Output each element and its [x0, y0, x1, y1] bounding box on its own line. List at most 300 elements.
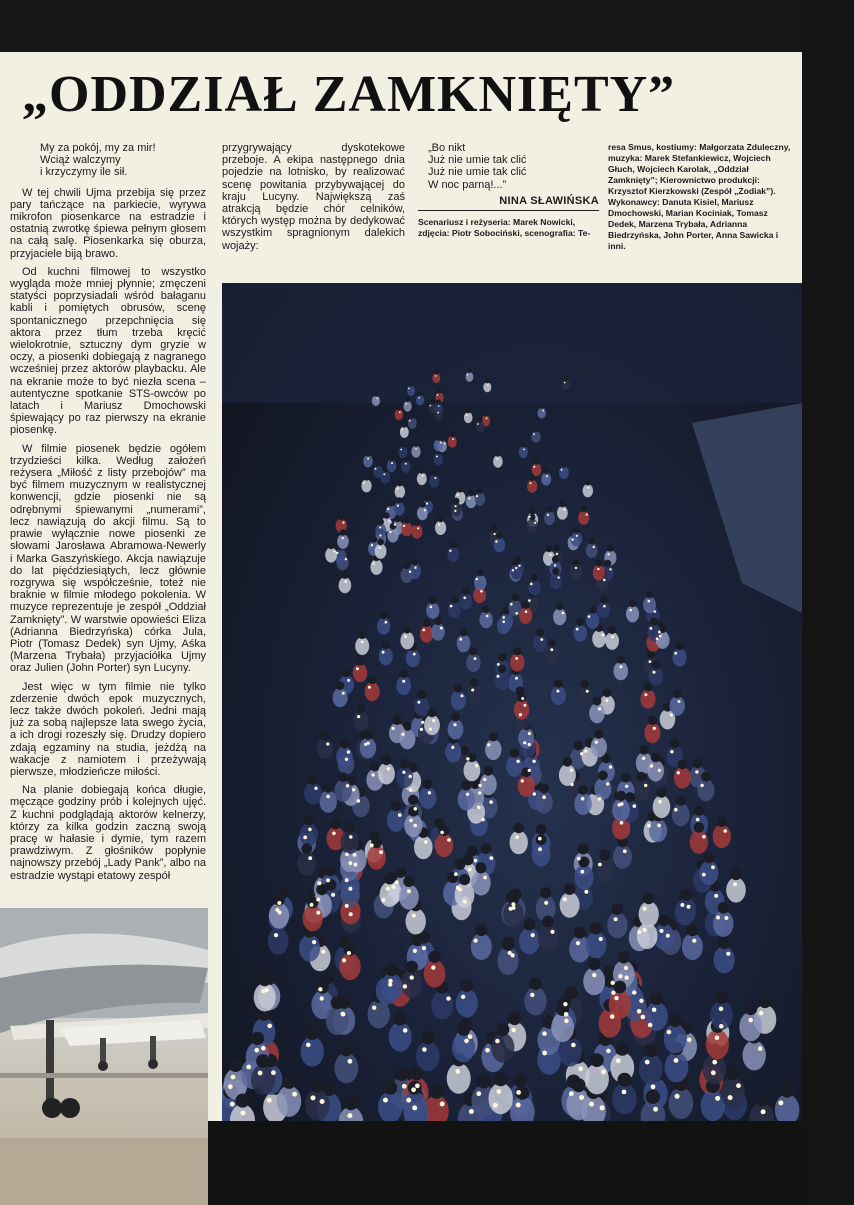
candle-light — [512, 569, 514, 571]
crowd-head — [580, 679, 589, 688]
candle-light — [414, 807, 418, 811]
candle-light — [489, 800, 493, 804]
crowd-head — [612, 903, 624, 915]
candle-light — [680, 903, 684, 907]
crowd-head — [594, 729, 603, 738]
candle-light — [645, 1060, 650, 1065]
crowd-figure — [633, 779, 650, 801]
candle-light — [342, 522, 344, 524]
candle-light — [494, 533, 496, 535]
candle-light — [614, 996, 618, 1000]
crowd-head — [539, 783, 549, 793]
article-headline: „ODDZIAŁ ZAMKNIĘTY” — [22, 66, 676, 123]
candle-light — [410, 975, 414, 979]
candle-light — [530, 482, 532, 484]
candle-light — [516, 612, 519, 615]
candle-light — [571, 1043, 576, 1048]
crowd-figure — [387, 460, 397, 473]
candle-light — [320, 1099, 325, 1104]
crowd-figure — [372, 396, 380, 407]
candle-light — [593, 546, 595, 548]
crowd-head — [410, 1067, 424, 1081]
candle-light — [589, 1102, 594, 1107]
crowd-head — [703, 852, 714, 863]
candle-light — [392, 727, 395, 730]
crowd-head — [543, 468, 549, 474]
candle-light — [650, 627, 653, 630]
candle-light — [610, 1014, 615, 1019]
crowd-figure — [574, 792, 592, 815]
candle-light — [412, 914, 416, 918]
candle-light — [611, 636, 614, 639]
candle-light — [563, 897, 567, 901]
candle-light — [271, 1070, 276, 1075]
crowd-figure — [471, 871, 490, 896]
crowd-figure — [485, 739, 501, 760]
film-credits: Scenariusz i reżyseria: Marek Nowicki, zdjęcia: Piotr Sobociński, scenografia: Te- — [418, 217, 591, 239]
candle-light — [557, 576, 559, 578]
candle-light — [538, 847, 542, 851]
crowd-head — [358, 631, 366, 639]
crowd-figure — [591, 736, 607, 757]
crowd-head — [563, 757, 573, 767]
candle-light — [648, 600, 651, 603]
candle-light — [724, 916, 728, 920]
crowd-figure — [434, 439, 443, 451]
candle-light — [413, 653, 416, 656]
crowd-figure — [532, 843, 551, 867]
candle-light — [306, 1043, 311, 1048]
crowd-head — [548, 639, 556, 647]
candle-light — [571, 538, 573, 540]
candle-light — [563, 1002, 567, 1006]
crowd-figure — [339, 577, 352, 593]
candle-light — [651, 1084, 656, 1089]
crowd-figure — [586, 543, 598, 558]
candle-light — [440, 442, 442, 444]
crowd-figure — [743, 1040, 766, 1070]
crowd-figure — [531, 431, 540, 443]
crowd-head — [368, 676, 377, 685]
crowd-head — [454, 684, 463, 693]
crowd-head — [421, 1031, 434, 1044]
candle-light — [471, 689, 474, 692]
candle-light — [486, 417, 488, 419]
candle-light — [400, 449, 402, 451]
paragraph: W filmie piosenek będzie ogółem trzydzieści kilka. Według założeń reżysera „Miłość z listy przebojów” ma być filmem muzycznym w realistycznej konwencji, gdzie piosenki nie są odrębnymi śpiewanymi „numerami”, lecz nawiązują do akcji filmu. Są to prawie wyłącznie nowe piosenki ze słowami Jarosława Abramowa-Newerly i Marka Gaszyńskiego. Akcja nawiązuje do lat pięćdziesiątych, lecz głównie rozgrywa się współcześnie, toteż nie braknie w filmie młodego pokolenia. W muzyce reprezentuje je zespół „Oddział Zamknięty”. W warstwie opowieści Eliza (Adrianna Biedrzyńska) córka Jula, Piotr (Tomasz Dedek) syn Ujmy, Aśka (Marzena Trybała) przyjaciółka Ujmy oraz Julien (John Porter) syn Lucyny. — [10, 442, 206, 675]
candle-light — [370, 843, 374, 847]
crowd-figure — [510, 653, 524, 671]
crowd-head — [383, 1081, 397, 1095]
crowd-head — [256, 1054, 270, 1068]
candle-light — [511, 902, 515, 906]
crowd-head — [552, 568, 559, 575]
crowd-figure — [541, 473, 551, 486]
crowd-figure — [435, 521, 446, 535]
crowd-figure — [417, 472, 427, 485]
candle-light — [511, 1028, 516, 1033]
crowd-figure — [649, 819, 667, 842]
candle-light — [497, 663, 500, 666]
candle-light — [446, 996, 450, 1000]
crowd-head — [341, 572, 348, 579]
candle-light — [547, 514, 549, 516]
crowd-head — [644, 1044, 658, 1058]
candle-light — [326, 878, 330, 882]
candle-light — [632, 990, 636, 994]
crowd-figure — [399, 884, 419, 909]
film-credits: resa Smus, kostiumy: Małgorzata Zduleczny, muzyka: Marek Stefankiewicz, Wojciech Głuch, Wojciech Karolak, „Oddział Zamknięty”; Kierownictwo produkcji: Krzysztof Kierzkowski (Zespół „Zodiak”). Wykonawcy: Danuta Kisiel, Mariusz Dmochowski, Marian Kociniak, Tomasz Dedek, Marzena Trybała, Adrianna Biedrzyńska, John Porter, Anna Sawicka i inni. — [608, 142, 791, 251]
crowd-head — [258, 974, 271, 987]
candle-light — [675, 1094, 680, 1099]
crowd-figure — [305, 1089, 330, 1121]
crowd-figure — [370, 559, 382, 575]
crowd-figure — [387, 528, 398, 543]
crowd-figure — [551, 1013, 574, 1042]
crowd-figure — [592, 630, 606, 648]
candle-light — [386, 887, 390, 891]
candle-light — [542, 1031, 547, 1036]
candle-light — [367, 742, 370, 745]
crowd-head — [391, 801, 401, 811]
crowd-head — [405, 397, 410, 402]
crowd-head — [531, 574, 538, 581]
crowd-head — [616, 1042, 630, 1056]
crowd-head — [510, 748, 520, 758]
candle-light — [277, 901, 281, 905]
candle-light — [230, 1102, 235, 1107]
candle-light — [758, 1046, 763, 1051]
candle-light — [519, 713, 522, 716]
crowd-head — [508, 1012, 521, 1025]
candle-light — [633, 804, 637, 808]
song-lyrics: My za pokój, my za mir! Wciąż walczymy i krzyczymy ile sił. — [40, 142, 156, 179]
candle-light — [528, 599, 531, 602]
candle-light — [261, 989, 265, 993]
candle-light — [372, 563, 374, 565]
crowd-head — [780, 1084, 794, 1098]
crowd-head — [301, 843, 312, 854]
candle-light — [641, 1015, 646, 1020]
candle-light — [357, 715, 360, 718]
crowd-head — [701, 772, 711, 782]
candle-light — [598, 863, 602, 867]
crowd-figure — [406, 908, 426, 934]
candle-light — [534, 522, 536, 524]
candle-light — [332, 832, 336, 836]
crowd-head — [496, 532, 503, 539]
crowd-head — [589, 606, 597, 614]
candle-light — [533, 433, 535, 435]
crowd-head — [371, 536, 378, 543]
crowd-figure — [640, 689, 655, 709]
crowd-figure — [451, 691, 466, 711]
crowd-figure — [401, 567, 413, 583]
crowd-head — [576, 618, 584, 626]
crowd-figure — [697, 779, 714, 801]
candle-light — [556, 690, 559, 693]
candle-light — [458, 888, 462, 892]
candle-light — [444, 443, 446, 445]
candle-light — [348, 887, 352, 891]
crowd-figure — [353, 664, 368, 683]
crowd-figure — [435, 833, 454, 857]
candle-light — [515, 677, 518, 680]
crowd-figure — [394, 502, 405, 516]
crowd-figure — [375, 544, 387, 559]
crowd-head — [686, 924, 698, 936]
crowd-figure — [510, 831, 528, 855]
candle-light — [586, 514, 588, 516]
crowd-head — [394, 1012, 407, 1025]
crowd-head — [408, 1081, 422, 1095]
crowd-head — [481, 843, 492, 854]
candle-light — [637, 1009, 642, 1014]
crowd-head — [513, 558, 520, 565]
candle-light — [321, 950, 325, 954]
candle-light — [607, 553, 609, 555]
crowd-head — [478, 417, 483, 422]
crowd-figure — [639, 901, 659, 927]
crowd-head — [304, 815, 314, 825]
crowd-figure — [254, 983, 276, 1011]
candle-light — [569, 1091, 574, 1096]
candle-light — [435, 375, 437, 377]
crowd-figure — [300, 823, 318, 847]
candle-light — [606, 1049, 611, 1054]
candle-light — [367, 458, 369, 460]
candle-light — [692, 939, 696, 943]
crowd-head — [320, 731, 329, 740]
candle-light — [254, 1048, 259, 1053]
crowd-figure — [378, 763, 395, 785]
crowd-figure — [379, 647, 393, 665]
crowd-head — [585, 480, 591, 486]
candle-light — [331, 893, 335, 897]
crowd-figure — [491, 1033, 514, 1063]
candle-light — [485, 1048, 490, 1053]
crowd-head — [325, 865, 336, 876]
paragraph: W tej chwili Ujma przebija się przez pary tańczące na parkiecie, wyrywa mikrofon piosenkarce na estradzie i ostatnią zwrotkę śpiewa pełnym głosem na całą salę. Piosenkarka się oburza, przyjaciele biją brawo. — [10, 186, 206, 260]
crowd-head — [600, 596, 607, 603]
crowd-figure — [304, 782, 321, 804]
crowd-head — [469, 647, 477, 655]
crowd-figure — [577, 686, 592, 705]
candle-light — [493, 1103, 498, 1108]
crowd-head — [524, 919, 536, 931]
crowd-figure — [317, 738, 333, 759]
crowd-head — [450, 541, 457, 548]
crowd-head — [414, 520, 420, 526]
candle-light — [609, 568, 611, 570]
candle-light — [544, 901, 548, 905]
candle-light — [388, 520, 390, 522]
candle-light — [515, 567, 517, 569]
crowd-head — [650, 992, 663, 1005]
crowd-head — [574, 741, 583, 750]
candle-light — [241, 1111, 246, 1116]
candle-light — [637, 930, 641, 934]
crowd-figure — [527, 480, 537, 493]
article-column-1 — [10, 142, 206, 902]
candle-light — [395, 880, 399, 884]
candle-light — [609, 765, 612, 768]
candle-light — [413, 824, 417, 828]
candle-light — [381, 898, 385, 902]
candle-light — [687, 1038, 692, 1043]
crowd-head — [400, 442, 405, 447]
candle-light — [542, 795, 546, 799]
candle-light — [667, 1030, 672, 1035]
candle-light — [303, 836, 307, 840]
crowd-figure — [319, 790, 337, 813]
crowd-head — [419, 502, 425, 508]
candle-light — [461, 694, 464, 697]
candle-light — [778, 1100, 783, 1105]
crowd-head — [715, 991, 728, 1004]
candle-light — [371, 544, 373, 546]
candle-light — [440, 831, 444, 835]
candle-light — [598, 797, 602, 801]
crowd-figure — [424, 960, 446, 988]
crowd-figure — [559, 764, 576, 786]
article-column-3 — [418, 142, 599, 282]
crowd-figure — [448, 602, 461, 619]
crowd-figure — [456, 989, 478, 1018]
crowd-figure — [676, 898, 696, 924]
candle-light — [347, 951, 351, 955]
candle-light — [348, 1059, 353, 1064]
crowd-figure — [251, 1065, 275, 1096]
crowd-head — [599, 850, 610, 861]
candle-light — [486, 615, 489, 618]
crowd-figure — [553, 608, 566, 625]
crowd-figure — [269, 903, 289, 929]
crowd-head — [423, 619, 431, 627]
crowd-figure — [557, 506, 568, 520]
crowd-figure — [458, 788, 475, 810]
crowd-photo-art — [222, 283, 802, 1121]
crowd-figure — [528, 579, 541, 595]
candle-light — [650, 764, 653, 767]
candle-light — [649, 660, 652, 663]
crowd-head — [396, 405, 401, 410]
crowd-figure — [396, 676, 411, 695]
crowd-head — [561, 462, 567, 468]
crowd-figure — [400, 632, 414, 650]
candle-light — [653, 727, 656, 730]
candle-light — [576, 535, 578, 537]
crowd-head — [409, 382, 414, 387]
candle-light — [345, 904, 349, 908]
crowd-head — [410, 414, 415, 419]
candle-light — [502, 616, 505, 619]
candle-light — [658, 769, 661, 772]
crowd-figure — [514, 700, 529, 720]
candle-light — [467, 374, 469, 376]
candle-light — [674, 808, 678, 812]
candle-light — [422, 946, 426, 950]
crowd-figure — [476, 421, 485, 432]
candle-light — [648, 1023, 653, 1028]
crowd-figure — [407, 386, 415, 396]
crowd-head — [392, 716, 401, 725]
candle-light — [406, 1098, 411, 1103]
crowd-figure — [337, 534, 349, 549]
crowd-head — [338, 772, 348, 782]
crowd-figure — [447, 1063, 471, 1094]
crowd-head — [618, 951, 630, 963]
crowd-head — [437, 516, 443, 522]
crowd-head — [717, 817, 727, 827]
candle-light — [516, 1103, 521, 1108]
candle-light — [580, 870, 584, 874]
crowd-head — [384, 873, 395, 884]
crowd-head — [403, 876, 414, 887]
crowd-head — [316, 981, 329, 994]
candle-light — [587, 487, 589, 489]
crowd-figure — [381, 973, 403, 1001]
candle-light — [625, 785, 628, 788]
crowd-figure — [416, 1041, 439, 1071]
candle-light — [540, 638, 543, 641]
candle-light — [509, 907, 513, 911]
candle-light — [345, 580, 348, 583]
crowd-figure — [475, 492, 486, 506]
crowd-head — [370, 762, 380, 772]
candle-light — [457, 494, 459, 496]
candle-light — [409, 420, 411, 422]
crowd-figure — [400, 426, 409, 438]
crowd-head — [336, 681, 345, 690]
crowd-figure — [583, 484, 593, 497]
candle-light — [342, 692, 345, 695]
crowd-head — [593, 697, 602, 706]
candle-light — [379, 526, 381, 528]
crowd-figure — [570, 564, 582, 580]
candle-light — [372, 1006, 376, 1010]
candle-light — [510, 603, 513, 606]
crowd-figure — [665, 1052, 689, 1082]
candle-light — [347, 1113, 352, 1118]
candle-light — [714, 894, 718, 898]
crowd-head — [328, 542, 335, 549]
crowd-head — [694, 805, 704, 815]
candle-light — [349, 861, 353, 865]
crowd-figure — [506, 755, 523, 777]
crowd-figure — [500, 613, 513, 630]
candle-light — [345, 853, 349, 857]
candle-light — [349, 912, 353, 916]
candle-light — [414, 567, 416, 569]
crowd-figure — [471, 933, 492, 960]
candle-light — [469, 1109, 474, 1114]
crowd-head — [581, 506, 587, 512]
crowd-head — [546, 545, 553, 552]
candle-light — [407, 889, 411, 893]
candle-light — [347, 679, 350, 682]
candle-light — [267, 1098, 272, 1103]
crowd-figure — [466, 495, 477, 509]
candle-light — [292, 1092, 297, 1097]
candle-light — [515, 657, 518, 660]
crowd-figure — [401, 970, 423, 998]
candle-light — [603, 579, 606, 582]
candle-light — [599, 937, 603, 941]
candle-light — [468, 868, 472, 872]
candle-light — [533, 466, 535, 468]
candle-light — [440, 1102, 445, 1107]
